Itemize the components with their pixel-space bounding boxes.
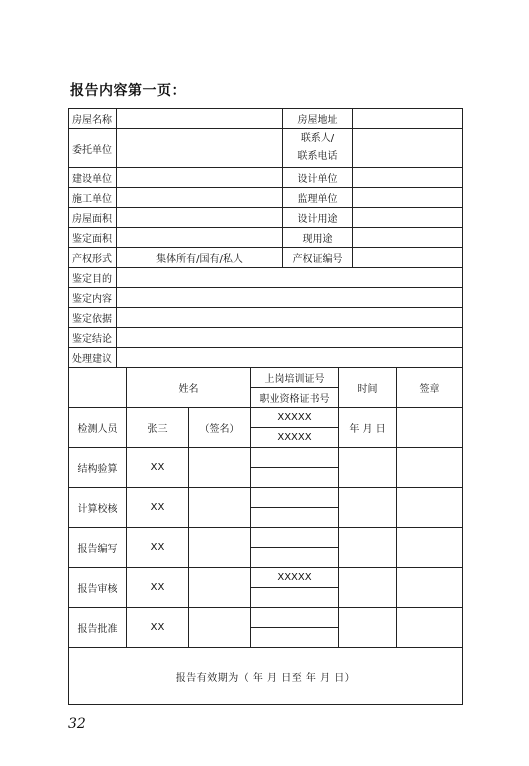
value-cell[interactable] xyxy=(117,188,283,208)
time-cell[interactable] xyxy=(339,568,397,608)
label-cell: 产权证编号 xyxy=(283,248,353,268)
name-cell[interactable]: 张三 xyxy=(127,408,189,448)
cert-top-value[interactable]: XXXXX xyxy=(277,412,312,423)
role-cell: 报告编写 xyxy=(69,528,127,568)
cert-cell xyxy=(251,528,339,568)
time-cell[interactable] xyxy=(339,448,397,488)
table-row xyxy=(69,168,463,188)
validity-row xyxy=(69,648,463,705)
page-heading: 报告内容第一页： xyxy=(70,83,186,99)
header-seal: 签章 xyxy=(397,368,463,408)
seal-cell[interactable] xyxy=(397,568,463,608)
time-cell[interactable] xyxy=(339,608,397,648)
cert-top-value[interactable] xyxy=(251,448,338,468)
seal-cell[interactable] xyxy=(397,528,463,568)
label-cell xyxy=(283,129,353,168)
label-cell: 鉴定面积 xyxy=(69,228,117,248)
table-row xyxy=(69,608,463,648)
cert-bottom-value[interactable] xyxy=(251,588,338,608)
label-cell: 委托单位 xyxy=(69,129,117,168)
table-row xyxy=(69,288,463,308)
sign-cell[interactable] xyxy=(189,608,251,648)
value-cell[interactable] xyxy=(117,308,463,328)
table-row xyxy=(69,408,463,448)
table-row xyxy=(69,488,463,528)
label-cell: 房屋名称 xyxy=(69,109,117,129)
value-cell[interactable]: 集体所有/国有/私人 xyxy=(117,248,283,268)
label-line: 联系电话 xyxy=(297,151,338,162)
cert-bottom-value[interactable]: XXXXX xyxy=(251,428,338,448)
value-cell[interactable] xyxy=(117,288,463,308)
value-cell[interactable] xyxy=(353,248,463,268)
sign-cell[interactable]: （签名） xyxy=(189,408,251,448)
personnel-table xyxy=(68,367,463,705)
table-row xyxy=(69,129,463,168)
sign-cell[interactable] xyxy=(189,448,251,488)
table-row xyxy=(69,109,463,129)
role-cell: 报告审核 xyxy=(69,568,127,608)
role-cell: 计算校核 xyxy=(69,488,127,528)
table-row xyxy=(69,248,463,268)
label-cell: 房屋面积 xyxy=(69,208,117,228)
validity-text[interactable]: 报告有效期为（ 年 月 日至 年 月 日） xyxy=(69,648,463,705)
value-cell[interactable] xyxy=(353,208,463,228)
label-cell: 监理单位 xyxy=(283,188,353,208)
time-cell[interactable] xyxy=(339,528,397,568)
time-cell[interactable] xyxy=(339,488,397,528)
label-cell: 施工单位 xyxy=(69,188,117,208)
header-cert-top: 上岗培训证号 xyxy=(264,374,325,385)
value-cell[interactable] xyxy=(117,129,283,168)
header-name: 姓名 xyxy=(127,368,251,408)
table-row xyxy=(69,328,463,348)
role-cell: 检测人员 xyxy=(69,408,127,448)
label-cell: 设计用途 xyxy=(283,208,353,228)
label-cell: 设计单位 xyxy=(283,168,353,188)
name-cell[interactable]: XX xyxy=(127,608,189,648)
sign-cell[interactable] xyxy=(189,488,251,528)
value-cell[interactable] xyxy=(117,268,463,288)
table-row xyxy=(69,268,463,288)
table-row xyxy=(69,188,463,208)
table-row xyxy=(69,308,463,328)
label-cell: 鉴定目的 xyxy=(69,268,117,288)
value-cell[interactable] xyxy=(353,228,463,248)
name-cell[interactable]: XX xyxy=(127,448,189,488)
label-cell: 处理建议 xyxy=(69,348,117,368)
cert-bottom-value[interactable] xyxy=(251,628,338,648)
table-row xyxy=(69,228,463,248)
name-cell[interactable]: XX xyxy=(127,488,189,528)
value-cell[interactable] xyxy=(117,228,283,248)
name-cell[interactable]: XX xyxy=(127,528,189,568)
cert-bottom-value[interactable] xyxy=(251,508,338,528)
table-row xyxy=(69,568,463,608)
role-cell: 结构验算 xyxy=(69,448,127,488)
cert-cell xyxy=(251,568,339,608)
cert-top-value[interactable] xyxy=(251,528,338,548)
cert-cell xyxy=(251,448,339,488)
seal-cell[interactable] xyxy=(397,448,463,488)
value-cell[interactable] xyxy=(117,328,463,348)
sign-cell[interactable] xyxy=(189,528,251,568)
cert-top-value[interactable] xyxy=(251,488,338,508)
label-cell: 产权形式 xyxy=(69,248,117,268)
table-row xyxy=(69,348,463,368)
seal-cell[interactable] xyxy=(397,408,463,448)
value-cell[interactable] xyxy=(117,208,283,228)
seal-cell[interactable] xyxy=(397,488,463,528)
value-cell[interactable] xyxy=(353,129,463,168)
label-cell: 现用途 xyxy=(283,228,353,248)
header-cert-bottom: 职业资格证书号 xyxy=(251,388,338,408)
value-cell[interactable] xyxy=(117,168,283,188)
seal-cell[interactable] xyxy=(397,608,463,648)
cert-bottom-value[interactable] xyxy=(251,468,338,488)
value-cell[interactable] xyxy=(117,109,283,129)
cert-top-value[interactable]: XXXXX xyxy=(277,572,312,583)
header-empty-cell xyxy=(69,368,127,408)
label-cell: 鉴定结论 xyxy=(69,328,117,348)
cert-top-value[interactable] xyxy=(251,608,338,628)
label-cell: 房屋地址 xyxy=(283,109,353,129)
label-cell: 鉴定内容 xyxy=(69,288,117,308)
table-row xyxy=(69,208,463,228)
time-cell[interactable]: 年 月 日 xyxy=(339,408,397,448)
label-cell: 鉴定依据 xyxy=(69,308,117,328)
value-cell[interactable] xyxy=(353,168,463,188)
table-row xyxy=(69,528,463,568)
value-cell[interactable] xyxy=(353,109,463,129)
header-cert xyxy=(251,368,339,408)
value-cell[interactable] xyxy=(117,348,463,368)
cert-cell xyxy=(251,488,339,528)
table-header-row xyxy=(69,368,463,408)
property-info-table xyxy=(68,108,463,368)
cert-bottom-value[interactable] xyxy=(251,548,338,568)
role-cell: 报告批准 xyxy=(69,608,127,648)
page-number: 32 xyxy=(68,716,86,732)
label-line: 联系人/ xyxy=(300,133,335,144)
label-cell: 建设单位 xyxy=(69,168,117,188)
sign-cell[interactable] xyxy=(189,568,251,608)
cert-cell xyxy=(251,408,339,448)
table-row xyxy=(69,448,463,488)
name-cell[interactable]: XX xyxy=(127,568,189,608)
value-cell[interactable] xyxy=(353,188,463,208)
cert-cell xyxy=(251,608,339,648)
header-time: 时间 xyxy=(339,368,397,408)
